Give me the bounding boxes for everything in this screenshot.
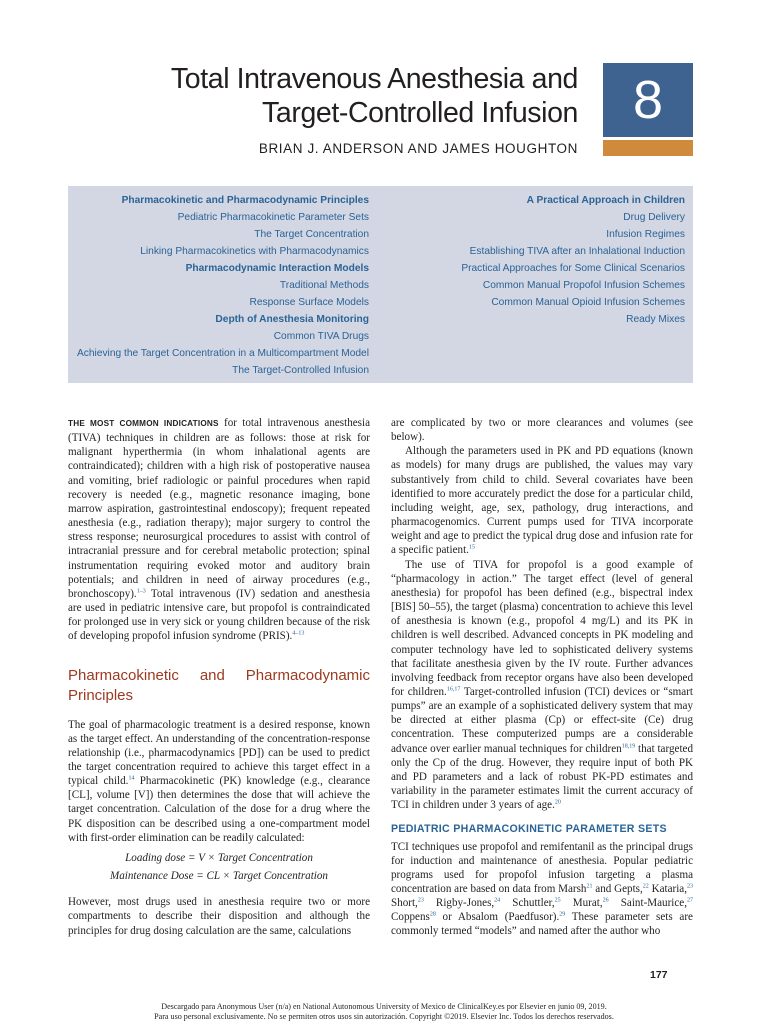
citation[interactable]: 16,17: [446, 686, 461, 693]
outline-link[interactable]: A Practical Approach in Children: [526, 195, 685, 206]
paragraph-text: The use of TIVA for propofol is a good example of “pharmacology in action.” The target effect (level of general anesthesia) for propofol has been defined (e.g., bispectral index [BIS] 50–55), the target (plasma) concentration to achieve this level of anesthesia is known (e.g., propofol 4 mg/L) and its PK in children is well described. Advanced concepts in PK modeling and computer technology have led to sophisticated delivery systems that facilitate anesthesia given by the IV route. Further advances involving feedback from receptor organs have also been developed for children.: [391, 558, 693, 698]
footer-line-1: Descargado para Anonymous User (n/a) en National Autonomous University of Mexico de ClinicalKey.es por Elsevier en junio 09, 2019.: [161, 1002, 607, 1011]
body-column-left: [68, 416, 370, 938]
chapter-accent-bar: [603, 140, 693, 156]
citation[interactable]: 29: [559, 911, 566, 918]
chapter-title-line2: Target-Controlled Infusion: [262, 97, 578, 129]
chapter-number-box: 8: [603, 63, 693, 137]
citation[interactable]: 23: [686, 883, 693, 890]
equation-loading-dose: Loading dose = V × Target Concentration: [125, 851, 313, 864]
citation[interactable]: 14: [128, 775, 135, 782]
intro-text-2: Total intravenous (IV) sedation and anesthesia are used in pediatric intensive care, but propofol is contraindicated for prolonged use in very sick or young children because of the risk of developing propofol infusion syndrome (PRIS).: [68, 587, 370, 643]
intro-paragraph: [68, 416, 370, 644]
paragraph-text: TCI techniques use propofol and remifentanil as the principal drugs for induction and maintenance of anesthesia. Popular pediatric programs used for propofol infusion targeting a plasma concentration are based on data from Marsh: [391, 840, 693, 895]
outline-link[interactable]: Drug Delivery: [623, 212, 685, 223]
paragraph-text: Short,: [391, 897, 418, 910]
paragraph-text: Target-controlled infusion (TCI) devices or “smart pumps” are an example of a sophisticated delivery system that may be directed at either plasma (Cp) or effect-site (Ce) drug concentration. These computerized pumps are a considerable advance over earlier manual techniques for children: [391, 685, 693, 755]
lead-caps: THE MOST COMMON INDICATIONS: [68, 419, 219, 428]
citation[interactable]: 1–3: [136, 588, 146, 595]
chapter-title-line1: Total Intravenous Anesthesia and: [170, 63, 578, 95]
outline-link[interactable]: Infusion Regimes: [606, 229, 685, 240]
outline-link[interactable]: Traditional Methods: [279, 280, 369, 291]
chapter-outline: [68, 186, 693, 383]
paragraph-text: that targeted only the Cp of the drug. However, they require input of both PK and PD parameters and a lack of robust PK-PD estimates and variability in the parameter estimates limit the current accuracy of TCI in children under 3 years of age.: [391, 742, 693, 812]
citation[interactable]: 18,19: [621, 742, 636, 749]
page-number: 177: [650, 969, 668, 981]
equation-maintenance-dose: Maintenance Dose = CL × Target Concentration: [110, 870, 328, 883]
body-column-right: [391, 416, 693, 939]
outline-link[interactable]: Response Surface Models: [249, 297, 369, 308]
chapter-title: [171, 62, 578, 130]
propofol-paragraph: [391, 558, 693, 813]
outline-link[interactable]: Achieving the Target Concentration in a Multicompartment Model: [76, 348, 369, 359]
paragraph-text: Rigby-Jones,: [423, 897, 495, 910]
citation[interactable]: 28: [429, 911, 436, 918]
paragraph-text: or Absalom (Paedfusor).: [435, 911, 560, 924]
paragraph-text: Kataria,: [648, 883, 687, 895]
outline-link[interactable]: Pharmacokinetic and Pharmacodynamic Principles: [121, 195, 369, 206]
outline-link[interactable]: Pediatric Pharmacokinetic Parameter Sets: [177, 212, 369, 223]
footer-line-2: Para uso personal exclusivamente. No se permiten otros usos sin autorización. Copyright ©2019. Elsevier Inc. Todos los derechos reservados.: [154, 1011, 614, 1021]
chapter-authors: BRIAN J. ANDERSON AND JAMES HOUGHTON: [258, 141, 578, 156]
outline-link[interactable]: The Target Concentration: [254, 229, 369, 240]
section-heading-pk-pd: Pharmacokinetic and Pharmacodynamic Principles: [68, 666, 370, 704]
citation[interactable]: 27: [687, 897, 693, 904]
outline-link[interactable]: Common Manual Opioid Infusion Schemes: [491, 297, 685, 308]
citation[interactable]: 23: [417, 897, 424, 904]
outline-link[interactable]: The Target-Controlled Infusion: [232, 365, 369, 376]
outline-link[interactable]: Establishing TIVA after an Inhalational Induction: [469, 246, 685, 257]
paragraph-text: Although the parameters used in PK and PD equations (known as models) for many drugs are published, the values may vary substantively from child to child. Several covariates have been identified to more accurately predict the dose for a particular child, including weight, age, sex, pathology, drug interactions, and pharmacogenomics. Current pumps used for TIVA incorporate weight and age to predict the typical drug dose and infusion rate for a specific patient.: [391, 445, 693, 557]
citation[interactable]: 26: [602, 897, 609, 904]
outline-link[interactable]: Common Manual Propofol Infusion Schemes: [482, 280, 685, 291]
paragraph-text: Saint-Maurice,: [608, 897, 687, 910]
continued-paragraph: are complicated by two or more clearances and volumes (see below).: [391, 417, 693, 444]
paragraph-text: Murat,: [560, 897, 603, 910]
subsection-heading-parameter-sets: PEDIATRIC PHARMACOKINETIC PARAMETER SETS: [391, 823, 667, 836]
paragraph-text: Schuttler,: [500, 897, 555, 910]
paragraph-text: Pharmacokinetic (PK) knowledge (e.g., clearance [CL], volume [V]) then determines the dose that will achieve the target concentration. Calculation of the dose for a drug where the PK disposition can be described using a one-compartment model with first-order elimination can be readily calculated:: [68, 775, 371, 844]
citation[interactable]: 22: [642, 883, 649, 890]
outline-link[interactable]: Depth of Anesthesia Monitoring: [215, 314, 369, 325]
citation[interactable]: 24: [494, 897, 501, 904]
paragraph-text: Coppens: [391, 911, 430, 924]
outline-link[interactable]: Linking Pharmacokinetics with Pharmacodynamics: [140, 246, 369, 257]
citation[interactable]: 4–13: [292, 630, 305, 637]
citation[interactable]: 20: [554, 799, 561, 806]
citation[interactable]: 25: [554, 897, 561, 904]
covariates-paragraph: [391, 444, 693, 557]
outline-right-column: [461, 192, 685, 328]
paragraph-text: The goal of pharmacologic treatment is a desired response, known as the target effect. An understanding of the concentration-response relationship (i.e., pharmacodynamics [PD]) can be used to predict the target concentration required to achieve this target effect in a typical child.: [68, 718, 370, 788]
paragraph-text: These parameter sets are commonly termed “models” and named after the author who: [391, 911, 693, 938]
outline-link[interactable]: Common TIVA Drugs: [273, 331, 369, 342]
citation[interactable]: 15: [468, 544, 475, 551]
outline-link[interactable]: Pharmacodynamic Interaction Models: [185, 263, 369, 274]
intro-text: for total intravenous anesthesia (TIVA) techniques in children are as follows: those at risk for malignant hyperthermia (in whom inhalational agents are contraindicated); children with a high risk of postoperative nausea and vomiting, brief radiologic or painful procedures when rapid recovery is needed (e.g., magnetic resonance imaging, bone marrow aspiration, gastrointestinal endoscopy); frequent repeated anesthesia (e.g., radiation therapy); major surgery to control the stress response; neurosurgical procedures to assist with control of intracranial pressure and for cerebral metabolic protection; spinal instrumentation requiring evoked motor and auditory brain potentials; and children in need of airway procedures (e.g., bronchoscopy).: [68, 417, 370, 600]
citation[interactable]: 21: [586, 883, 593, 890]
outline-left-column: [77, 192, 369, 379]
pk-pd-paragraph: [68, 718, 370, 845]
parameter-sets-paragraph: [391, 840, 693, 939]
outline-link[interactable]: Ready Mixes: [626, 314, 685, 325]
paragraph-text: and Gepts,: [592, 883, 643, 895]
outline-link[interactable]: Practical Approaches for Some Clinical Scenarios: [461, 263, 685, 274]
multicompartment-paragraph: However, most drugs used in anesthesia require two or more compartments to describe their disposition and although the principles for drug dosing calculation are the same, calculations: [68, 896, 370, 937]
download-footer: [0, 1002, 768, 1021]
